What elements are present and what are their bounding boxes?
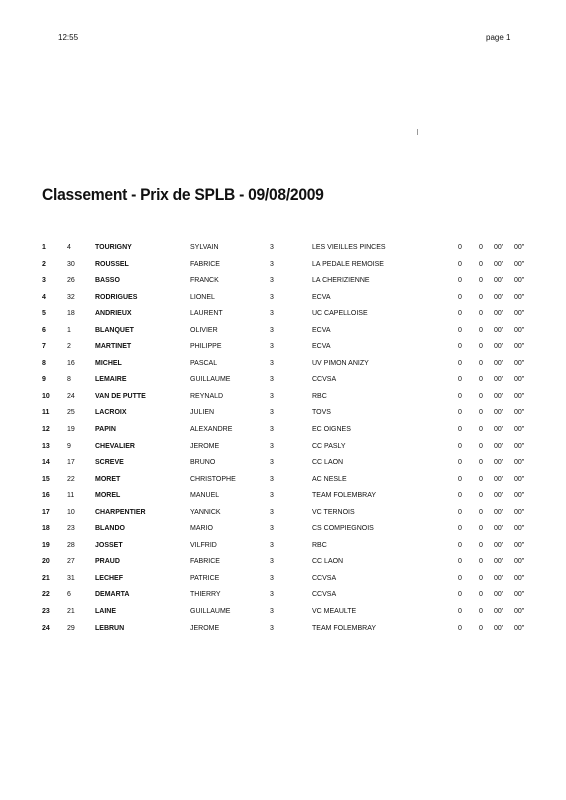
last-name-cell: LEMAIRE bbox=[95, 376, 127, 384]
club-cell: RBC bbox=[312, 392, 327, 400]
seconds-cell: 00" bbox=[514, 574, 525, 582]
last-name-cell: ANDRIEUX bbox=[95, 310, 132, 318]
minutes-cell: 00' bbox=[494, 310, 504, 318]
bib-number-cell: 31 bbox=[67, 574, 75, 582]
value-b-cell: 0 bbox=[479, 608, 483, 616]
club-cell: LA PEDALE REMOISE bbox=[312, 260, 384, 268]
bib-number-cell: 26 bbox=[67, 277, 75, 285]
seconds-cell: 00" bbox=[514, 591, 525, 599]
result-row bbox=[0, 326, 566, 343]
first-name-cell: ALEXANDRE bbox=[190, 426, 233, 434]
bib-number-cell: 23 bbox=[67, 525, 75, 533]
print-time: 12:55 bbox=[58, 33, 79, 42]
result-row bbox=[0, 309, 566, 326]
category-cell: 3 bbox=[270, 508, 274, 516]
rank-cell: 24 bbox=[42, 624, 50, 632]
rank-cell: 7 bbox=[42, 343, 46, 351]
value-b-cell: 0 bbox=[479, 574, 483, 582]
result-row bbox=[0, 359, 566, 376]
result-row bbox=[0, 624, 566, 641]
rank-cell: 5 bbox=[42, 310, 46, 318]
rank-cell: 22 bbox=[42, 591, 50, 599]
bib-number-cell: 17 bbox=[67, 459, 75, 467]
category-cell: 3 bbox=[270, 475, 274, 483]
value-b-cell: 0 bbox=[479, 376, 483, 384]
category-cell: 3 bbox=[270, 426, 274, 434]
seconds-cell: 00" bbox=[514, 475, 525, 483]
first-name-cell: JEROME bbox=[190, 442, 220, 450]
value-a-cell: 0 bbox=[458, 392, 462, 400]
bib-number-cell: 1 bbox=[67, 326, 71, 334]
bib-number-cell: 21 bbox=[67, 608, 75, 616]
last-name-cell: VAN DE PUTTE bbox=[95, 392, 146, 400]
bib-number-cell: 4 bbox=[67, 244, 71, 251]
first-name-cell: FABRICE bbox=[190, 260, 220, 268]
result-row bbox=[0, 491, 566, 508]
seconds-cell: 00" bbox=[514, 541, 525, 549]
club-cell: CCVSA bbox=[312, 574, 337, 582]
club-cell: ECVA bbox=[312, 343, 331, 351]
bib-number-cell: 32 bbox=[67, 293, 75, 301]
result-row bbox=[0, 508, 566, 525]
seconds-cell: 00" bbox=[514, 343, 525, 351]
value-a-cell: 0 bbox=[458, 591, 462, 599]
last-name-cell: MOREL bbox=[95, 492, 121, 500]
page-number: page 1 bbox=[486, 33, 511, 42]
category-cell: 3 bbox=[270, 459, 274, 467]
result-row bbox=[0, 541, 566, 558]
seconds-cell: 00" bbox=[514, 392, 525, 400]
category-cell: 3 bbox=[270, 442, 274, 450]
minutes-cell: 00' bbox=[494, 244, 504, 251]
rank-cell: 13 bbox=[42, 442, 50, 450]
rank-cell: 12 bbox=[42, 426, 50, 434]
category-cell: 3 bbox=[270, 293, 274, 301]
bib-number-cell: 10 bbox=[67, 508, 75, 516]
result-row bbox=[0, 392, 566, 409]
seconds-cell: 00" bbox=[514, 442, 525, 450]
last-name-cell: PAPIN bbox=[95, 426, 116, 434]
club-cell: LES VIEILLES PINCES bbox=[312, 244, 386, 251]
seconds-cell: 00" bbox=[514, 459, 525, 467]
club-cell: CS COMPIEGNOIS bbox=[312, 525, 374, 533]
seconds-cell: 00" bbox=[514, 624, 525, 632]
value-a-cell: 0 bbox=[458, 574, 462, 582]
value-a-cell: 0 bbox=[458, 409, 462, 417]
club-cell: VC MEAULTE bbox=[312, 608, 357, 616]
last-name-cell: DEMARTA bbox=[95, 591, 130, 599]
result-row bbox=[0, 293, 566, 310]
value-a-cell: 0 bbox=[458, 244, 462, 251]
bib-number-cell: 9 bbox=[67, 442, 71, 450]
first-name-cell: MARIO bbox=[190, 525, 213, 533]
result-row bbox=[0, 408, 566, 425]
minutes-cell: 00' bbox=[494, 359, 504, 367]
rank-cell: 10 bbox=[42, 392, 50, 400]
category-cell: 3 bbox=[270, 277, 274, 285]
last-name-cell: CHARPENTIER bbox=[95, 508, 146, 516]
minutes-cell: 00' bbox=[494, 442, 504, 450]
minutes-cell: 00' bbox=[494, 475, 504, 483]
value-b-cell: 0 bbox=[479, 277, 483, 285]
category-cell: 3 bbox=[270, 310, 274, 318]
last-name-cell: MARTINET bbox=[95, 343, 132, 351]
value-b-cell: 0 bbox=[479, 475, 483, 483]
last-name-cell: ROUSSEL bbox=[95, 260, 129, 268]
club-cell: EC OIGNES bbox=[312, 426, 351, 434]
last-name-cell: LACROIX bbox=[95, 409, 127, 417]
minutes-cell: 00' bbox=[494, 293, 504, 301]
seconds-cell: 00" bbox=[514, 409, 525, 417]
last-name-cell: LECHEF bbox=[95, 574, 123, 582]
seconds-cell: 00" bbox=[514, 426, 525, 434]
result-row bbox=[0, 425, 566, 442]
last-name-cell: CHEVALIER bbox=[95, 442, 135, 450]
first-name-cell: REYNALD bbox=[190, 392, 224, 400]
value-b-cell: 0 bbox=[479, 293, 483, 301]
rank-cell: 21 bbox=[42, 574, 50, 582]
result-row bbox=[0, 475, 566, 492]
bib-number-cell: 25 bbox=[67, 409, 75, 417]
club-cell: CC LAON bbox=[312, 558, 344, 566]
result-row bbox=[0, 442, 566, 459]
value-b-cell: 0 bbox=[479, 326, 483, 334]
last-name-cell: JOSSET bbox=[95, 541, 123, 549]
bib-number-cell: 24 bbox=[67, 392, 75, 400]
scan-mark bbox=[417, 129, 418, 135]
rank-cell: 3 bbox=[42, 277, 46, 285]
result-row bbox=[0, 458, 566, 475]
result-row bbox=[0, 276, 566, 293]
value-a-cell: 0 bbox=[458, 260, 462, 268]
category-cell: 3 bbox=[270, 591, 274, 599]
value-b-cell: 0 bbox=[479, 624, 483, 632]
club-cell: TEAM FOLEMBRAY bbox=[312, 492, 377, 500]
value-a-cell: 0 bbox=[458, 459, 462, 467]
page-title: Classement - Prix de SPLB - 09/08/2009 bbox=[42, 185, 324, 204]
club-cell: CCVSA bbox=[312, 376, 337, 384]
rank-cell: 2 bbox=[42, 260, 46, 268]
bib-number-cell: 27 bbox=[67, 558, 75, 566]
minutes-cell: 00' bbox=[494, 558, 504, 566]
bib-number-cell: 6 bbox=[67, 591, 71, 599]
value-b-cell: 0 bbox=[479, 459, 483, 467]
minutes-cell: 00' bbox=[494, 376, 504, 384]
club-cell: UV PIMON ANIZY bbox=[312, 359, 369, 367]
last-name-cell: TOURIGNY bbox=[95, 244, 132, 251]
last-name-cell: BLANDO bbox=[95, 525, 125, 533]
first-name-cell: PATRICE bbox=[190, 574, 220, 582]
seconds-cell: 00" bbox=[514, 260, 525, 268]
rank-cell: 15 bbox=[42, 475, 50, 483]
value-a-cell: 0 bbox=[458, 343, 462, 351]
category-cell: 3 bbox=[270, 343, 274, 351]
value-b-cell: 0 bbox=[479, 442, 483, 450]
category-cell: 3 bbox=[270, 376, 274, 384]
club-cell: LA CHERIZIENNE bbox=[312, 277, 370, 285]
seconds-cell: 00" bbox=[514, 359, 525, 367]
minutes-cell: 00' bbox=[494, 326, 504, 334]
last-name-cell: LAINE bbox=[95, 608, 116, 616]
bib-number-cell: 30 bbox=[67, 260, 75, 268]
seconds-cell: 00" bbox=[514, 492, 525, 500]
first-name-cell: THIERRY bbox=[190, 591, 221, 599]
value-b-cell: 0 bbox=[479, 343, 483, 351]
first-name-cell: GUILLAUME bbox=[190, 608, 231, 616]
seconds-cell: 00" bbox=[514, 558, 525, 566]
minutes-cell: 00' bbox=[494, 525, 504, 533]
value-b-cell: 0 bbox=[479, 525, 483, 533]
rank-cell: 17 bbox=[42, 508, 50, 516]
club-cell: CCVSA bbox=[312, 591, 337, 599]
value-a-cell: 0 bbox=[458, 326, 462, 334]
value-b-cell: 0 bbox=[479, 409, 483, 417]
result-row bbox=[0, 375, 566, 392]
minutes-cell: 00' bbox=[494, 343, 504, 351]
club-cell: RBC bbox=[312, 541, 327, 549]
rank-cell: 16 bbox=[42, 492, 50, 500]
rank-cell: 23 bbox=[42, 608, 50, 616]
value-a-cell: 0 bbox=[458, 359, 462, 367]
club-cell: CC LAON bbox=[312, 459, 344, 467]
bib-number-cell: 16 bbox=[67, 359, 75, 367]
minutes-cell: 00' bbox=[494, 260, 504, 268]
rank-cell: 6 bbox=[42, 326, 46, 334]
club-cell: UC CAPELLOISE bbox=[312, 310, 368, 318]
first-name-cell: FRANCK bbox=[190, 277, 219, 285]
category-cell: 3 bbox=[270, 541, 274, 549]
category-cell: 3 bbox=[270, 492, 274, 500]
minutes-cell: 00' bbox=[494, 277, 504, 285]
result-row bbox=[0, 260, 566, 277]
seconds-cell: 00" bbox=[514, 310, 525, 318]
first-name-cell: CHRISTOPHE bbox=[190, 475, 236, 483]
value-a-cell: 0 bbox=[458, 426, 462, 434]
first-name-cell: VILFRID bbox=[190, 541, 217, 549]
minutes-cell: 00' bbox=[494, 574, 504, 582]
rank-cell: 18 bbox=[42, 525, 50, 533]
rank-cell: 19 bbox=[42, 541, 50, 549]
rank-cell: 9 bbox=[42, 376, 46, 384]
last-name-cell: RODRIGUES bbox=[95, 293, 138, 301]
category-cell: 3 bbox=[270, 608, 274, 616]
value-b-cell: 0 bbox=[479, 492, 483, 500]
last-name-cell: LEBRUN bbox=[95, 624, 125, 632]
club-cell: VC TERNOIS bbox=[312, 508, 355, 516]
minutes-cell: 00' bbox=[494, 409, 504, 417]
seconds-cell: 00" bbox=[514, 608, 525, 616]
value-a-cell: 0 bbox=[458, 442, 462, 450]
value-b-cell: 0 bbox=[479, 541, 483, 549]
rank-cell: 1 bbox=[42, 244, 46, 251]
club-cell: TOVS bbox=[312, 409, 331, 417]
value-b-cell: 0 bbox=[479, 392, 483, 400]
category-cell: 3 bbox=[270, 326, 274, 334]
club-cell: ECVA bbox=[312, 293, 331, 301]
rank-cell: 20 bbox=[42, 558, 50, 566]
result-row bbox=[0, 243, 566, 260]
first-name-cell: LAURENT bbox=[190, 310, 223, 318]
first-name-cell: FABRICE bbox=[190, 558, 220, 566]
value-b-cell: 0 bbox=[479, 359, 483, 367]
first-name-cell: JULIEN bbox=[190, 409, 215, 417]
category-cell: 3 bbox=[270, 244, 274, 251]
value-a-cell: 0 bbox=[458, 558, 462, 566]
minutes-cell: 00' bbox=[494, 608, 504, 616]
value-b-cell: 0 bbox=[479, 310, 483, 318]
category-cell: 3 bbox=[270, 409, 274, 417]
value-a-cell: 0 bbox=[458, 624, 462, 632]
first-name-cell: PHILIPPE bbox=[190, 343, 222, 351]
minutes-cell: 00' bbox=[494, 591, 504, 599]
category-cell: 3 bbox=[270, 525, 274, 533]
category-cell: 3 bbox=[270, 558, 274, 566]
first-name-cell: SYLVAIN bbox=[190, 244, 219, 251]
value-b-cell: 0 bbox=[479, 508, 483, 516]
minutes-cell: 00' bbox=[494, 541, 504, 549]
value-a-cell: 0 bbox=[458, 508, 462, 516]
value-b-cell: 0 bbox=[479, 558, 483, 566]
seconds-cell: 00" bbox=[514, 293, 525, 301]
rank-cell: 11 bbox=[42, 409, 50, 417]
category-cell: 3 bbox=[270, 392, 274, 400]
first-name-cell: OLIVIER bbox=[190, 326, 218, 334]
bib-number-cell: 11 bbox=[67, 492, 75, 500]
bib-number-cell: 22 bbox=[67, 475, 75, 483]
first-name-cell: BRUNO bbox=[190, 459, 216, 467]
result-row bbox=[0, 557, 566, 574]
bib-number-cell: 2 bbox=[67, 343, 71, 351]
seconds-cell: 00" bbox=[514, 326, 525, 334]
rank-cell: 8 bbox=[42, 359, 46, 367]
value-a-cell: 0 bbox=[458, 475, 462, 483]
first-name-cell: GUILLAUME bbox=[190, 376, 231, 384]
minutes-cell: 00' bbox=[494, 459, 504, 467]
club-cell: TEAM FOLEMBRAY bbox=[312, 624, 377, 632]
category-cell: 3 bbox=[270, 624, 274, 632]
first-name-cell: MANUEL bbox=[190, 492, 220, 500]
value-a-cell: 0 bbox=[458, 293, 462, 301]
seconds-cell: 00" bbox=[514, 244, 525, 251]
minutes-cell: 00' bbox=[494, 426, 504, 434]
last-name-cell: SCREVE bbox=[95, 459, 124, 467]
category-cell: 3 bbox=[270, 359, 274, 367]
last-name-cell: BASSO bbox=[95, 277, 120, 285]
value-b-cell: 0 bbox=[479, 260, 483, 268]
rank-cell: 4 bbox=[42, 293, 46, 301]
bib-number-cell: 28 bbox=[67, 541, 75, 549]
bib-number-cell: 19 bbox=[67, 426, 75, 434]
value-a-cell: 0 bbox=[458, 541, 462, 549]
minutes-cell: 00' bbox=[494, 624, 504, 632]
bib-number-cell: 18 bbox=[67, 310, 75, 318]
bib-number-cell: 29 bbox=[67, 624, 75, 632]
rank-cell: 14 bbox=[42, 459, 50, 467]
result-row bbox=[0, 524, 566, 541]
seconds-cell: 00" bbox=[514, 525, 525, 533]
result-row bbox=[0, 342, 566, 359]
first-name-cell: YANNICK bbox=[190, 508, 221, 516]
seconds-cell: 00" bbox=[514, 508, 525, 516]
results-list bbox=[0, 243, 566, 640]
minutes-cell: 00' bbox=[494, 508, 504, 516]
last-name-cell: MICHEL bbox=[95, 359, 122, 367]
first-name-cell: PASCAL bbox=[190, 359, 218, 367]
category-cell: 3 bbox=[270, 574, 274, 582]
seconds-cell: 00" bbox=[514, 376, 525, 384]
club-cell: AC NESLE bbox=[312, 475, 347, 483]
value-a-cell: 0 bbox=[458, 608, 462, 616]
result-row bbox=[0, 590, 566, 607]
value-a-cell: 0 bbox=[458, 525, 462, 533]
result-row bbox=[0, 574, 566, 591]
value-a-cell: 0 bbox=[458, 310, 462, 318]
club-cell: ECVA bbox=[312, 326, 331, 334]
value-a-cell: 0 bbox=[458, 376, 462, 384]
category-cell: 3 bbox=[270, 260, 274, 268]
minutes-cell: 00' bbox=[494, 392, 504, 400]
club-cell: CC PASLY bbox=[312, 442, 346, 450]
last-name-cell: BLANQUET bbox=[95, 326, 134, 334]
value-b-cell: 0 bbox=[479, 244, 483, 251]
seconds-cell: 00" bbox=[514, 277, 525, 285]
value-a-cell: 0 bbox=[458, 492, 462, 500]
value-a-cell: 0 bbox=[458, 277, 462, 285]
bib-number-cell: 8 bbox=[67, 376, 71, 384]
minutes-cell: 00' bbox=[494, 492, 504, 500]
result-row bbox=[0, 607, 566, 624]
last-name-cell: PRAUD bbox=[95, 558, 120, 566]
value-b-cell: 0 bbox=[479, 426, 483, 434]
first-name-cell: LIONEL bbox=[190, 293, 215, 301]
first-name-cell: JEROME bbox=[190, 624, 220, 632]
last-name-cell: MORET bbox=[95, 475, 121, 483]
value-b-cell: 0 bbox=[479, 591, 483, 599]
